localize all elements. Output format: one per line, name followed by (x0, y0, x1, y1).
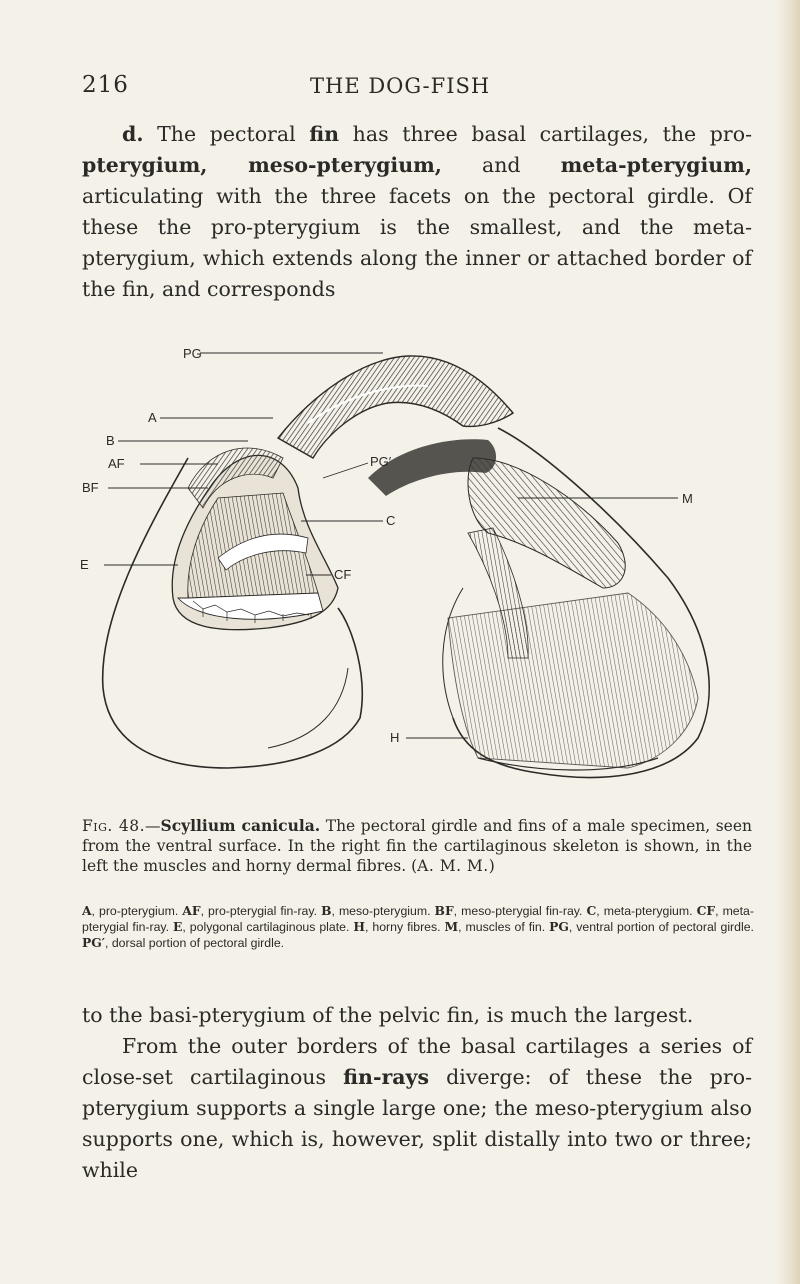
legend-desc: meta-pterygial fin-ray. (82, 904, 754, 934)
bold-term: meta-pterygium, (560, 153, 752, 177)
running-title: THE DOG-FISH (310, 74, 491, 98)
legend-entry: CF, meta-pterygial fin-ray. (82, 903, 754, 934)
text-run: and (441, 153, 561, 177)
label-B: B (106, 433, 115, 448)
legend-entry: BF, meso-pterygial fin-ray. (434, 903, 583, 918)
legend-desc: ventral portion of pectoral girdle. (576, 920, 754, 934)
body-paragraph-bottom (82, 1000, 752, 1186)
legend-desc: pro-pterygium. (98, 904, 179, 918)
legend-desc: muscles of fin. (465, 920, 546, 934)
pectoral-girdle-illustration (68, 328, 748, 808)
legend-key: H (353, 919, 366, 934)
label-H: H (390, 730, 400, 745)
legend-entry: C, meta-pterygium. (586, 903, 693, 918)
legend-entry: H, horny fibres. (353, 919, 441, 934)
attribution: A. M. M. (417, 857, 489, 875)
bold-term: pterygium, meso-pterygium, (82, 153, 442, 177)
page-edge-shading (776, 0, 800, 1284)
text-run: articulating with the three facets on the pectoral girdle. Of these the pro-pterygium is the smallest, and the meta-pterygium, which extends along the inner or attached border of the fin, and corresponds (82, 184, 752, 301)
body-paragraph-top (82, 119, 752, 305)
legend-key: PG′ (82, 935, 105, 950)
legend-entry: E, polygonal cartilaginous plate. (173, 919, 350, 934)
legend-key: E (173, 919, 183, 934)
legend-key: A (82, 903, 92, 918)
legend-key: CF (696, 903, 716, 918)
text-run: From the outer borders of the basal cartilages a series of close-set cartilaginous (82, 1034, 752, 1089)
legend-desc: horny fibres. (372, 920, 441, 934)
legend-desc: meta-pterygium. (603, 904, 693, 918)
legend-key: PG (549, 919, 569, 934)
species-name: Scyllium canicula. (160, 816, 321, 835)
legend-key: BF (434, 903, 454, 918)
bold-term: fin-rays (343, 1065, 430, 1089)
label-M: M (682, 491, 693, 506)
horny-fibres (448, 593, 698, 768)
label-PG: PG (183, 346, 202, 361)
fin-rays-paragraph (82, 1031, 752, 1186)
bold-term: fin (309, 122, 340, 146)
legend-entry: M, muscles of fin. (444, 919, 546, 934)
legend-entry: AF, pro-pterygial fin-ray. (182, 903, 318, 918)
legend-desc: meso-pterygium. (338, 904, 431, 918)
label-A: A (148, 410, 157, 425)
continuation-paragraph: to the basi-pterygium of the pelvic fin, is much the largest. (82, 1003, 694, 1027)
label-C: C (386, 513, 396, 528)
legend-key: AF (182, 903, 201, 918)
figure-legend (82, 903, 754, 951)
label-CF: CF (334, 567, 352, 582)
text-run: The pectoral girdle and fins of a male specimen, seen from the ventral surface. In the right fin the cartilaginous skeleton is shown, in the left the muscles and horny dermal fibres. ( (82, 817, 752, 875)
text-run: The pectoral (143, 122, 310, 146)
left-fin-inner-edge (268, 668, 348, 748)
legend-entry: PG, ventral portion of pectoral girdle. (549, 919, 754, 934)
text-run: ) (488, 857, 495, 875)
label-E: E (80, 557, 89, 572)
figure-pectoral-girdle (68, 328, 748, 808)
legend-key: C (586, 903, 597, 918)
page-number: 216 (82, 72, 129, 98)
legend-entry: B, meso-pterygium. (321, 903, 431, 918)
legend-desc: dorsal portion of pectoral girdle. (111, 936, 285, 950)
figure-number: Fig. 48. (82, 817, 146, 835)
legend-entry: A, pro-pterygium. (82, 903, 179, 918)
legend-desc: pro-pterygial fin-ray. (208, 904, 318, 918)
legend-key: B (321, 903, 332, 918)
page-header (82, 72, 702, 106)
text-run: has three basal cartilages, the pro- (339, 122, 752, 146)
label-BF: BF (82, 480, 99, 495)
text-run: diverge: of these the pro-pterygium supports a single large one; the meso-pterygium also supports one, which is, however, split distally into two or three; while (82, 1065, 752, 1182)
figure-caption (82, 816, 752, 876)
section-marker: d. (122, 122, 144, 146)
label-PG-prime: PG′ (370, 454, 392, 469)
text-run: — (145, 817, 161, 835)
legend-desc: meso-pterygial fin-ray. (461, 904, 583, 918)
legend-entry: PG′, dorsal portion of pectoral girdle. (82, 935, 285, 950)
legend-key: M (444, 919, 459, 934)
label-AF: AF (108, 456, 125, 471)
legend-desc: polygonal cartilaginous plate. (189, 920, 350, 934)
